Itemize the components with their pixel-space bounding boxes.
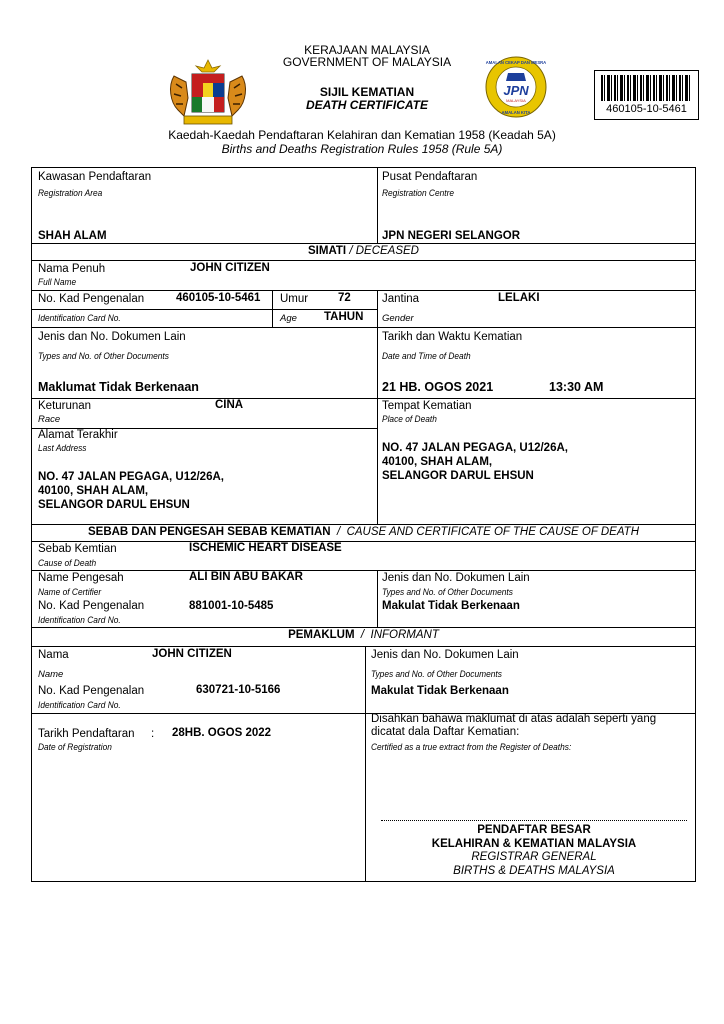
deceased-section-english: DECEASED — [355, 245, 419, 257]
registrar-signature-block — [381, 824, 687, 878]
informant-ic-sublabel: Identification Card No. — [38, 700, 121, 711]
certificate-title-malay: SIJIL KEMATIAN — [319, 85, 415, 99]
registration-date-colon: : — [151, 728, 155, 740]
gender-sublabel: Gender — [382, 313, 414, 324]
age-value: 72 — [338, 292, 351, 304]
registration-date-label: Tarikh Pendaftaran — [38, 728, 135, 740]
place-of-death-line: SELANGOR DARUL EHSUN — [382, 470, 534, 482]
government-malay-label: KERAJAAN MALAYSIA — [304, 43, 430, 57]
age-label: Umur — [280, 293, 309, 305]
informant-section-english: INFORMANT — [370, 629, 439, 641]
jpn-logo — [484, 55, 548, 119]
cause-section-english: CAUSE AND CERTIFICATE OF THE CAUSE OF DEATH — [346, 526, 639, 538]
deceased-section-sep: / — [346, 245, 356, 257]
full-name-value: JOHN CITIZEN — [190, 262, 270, 274]
jpn-logo-subtext: MALAYSIA — [506, 98, 526, 103]
informant-name-sublabel: Name — [38, 669, 64, 680]
jpn-ring-text: AMALAN CEKAP DAN MESRA — [485, 60, 547, 65]
cause-other-documents-value: Makulat Tidak Berkenaan — [382, 600, 520, 612]
barcode-bars — [601, 75, 691, 101]
signature-line — [381, 820, 687, 821]
death-datetime-label: Tarikh dan Waktu Kematian — [382, 331, 523, 343]
death-date-value: 21 HB. OGOS 2021 — [382, 380, 494, 394]
last-address-line: 40100, SHAH ALAM, — [38, 485, 149, 497]
informant-other-documents-value: Makulat Tidak Berkenaan — [371, 685, 509, 697]
race-label: Keturunan — [38, 400, 92, 412]
registration-area-sublabel: Registration Area — [38, 188, 103, 199]
registrar-title-english-2: BIRTHS & DEATHS MALAYSIA — [453, 864, 615, 877]
certification-line-2: dicatat dala Daftar Kematian: — [371, 726, 520, 738]
place-of-death-line: 40100, SHAH ALAM, — [382, 456, 493, 468]
registrar-title-malay-2: KELAHIRAN & KEMATIAN MALAYSIA — [431, 837, 637, 850]
place-of-death-value — [382, 441, 568, 483]
rules-malay: Kaedah-Kaedah Pendaftaran Kelahiran dan Kematian 1958 (Keadah 5A) — [168, 128, 556, 142]
registrar-title-malay-1: PENDAFTAR BESAR — [477, 824, 591, 836]
gender-value: LELAKI — [498, 292, 540, 304]
place-of-death-label: Tempat Kematian — [382, 400, 472, 412]
informant-ic-label: No. Kad Pengenalan — [38, 685, 145, 697]
coat-of-arms-logo — [166, 58, 250, 128]
full-name-label: Nama Penuh — [38, 263, 106, 275]
deceased-section-header — [31, 245, 696, 257]
ic-sublabel: Identification Card No. — [38, 313, 121, 324]
informant-name-value: JOHN CITIZEN — [152, 648, 232, 660]
informant-other-documents-label: Jenis dan No. Dokumen Lain — [371, 649, 519, 661]
cause-section-sep: / — [330, 526, 347, 538]
certification-english: Certified as a true extract from the Register of Deaths: — [371, 742, 572, 753]
cause-value: ISCHEMIC HEART DISEASE — [189, 542, 342, 554]
informant-section-header — [31, 629, 696, 641]
informant-section-malay: PEMAKLUM — [288, 629, 355, 641]
death-time-value: 13:30 AM — [549, 380, 604, 394]
registration-centre-label: Pusat Pendaftaran — [382, 171, 478, 183]
race-sublabel: Race — [38, 414, 61, 425]
informant-name-label: Nama — [38, 649, 69, 661]
registration-area-value: SHAH ALAM — [38, 230, 107, 242]
registration-centre-sublabel: Registration Centre — [382, 188, 455, 199]
death-datetime-sublabel: Date and Time of Death — [382, 351, 471, 362]
cause-section-malay: SEBAB DAN PENGESAH SEBAB KEMATIAN — [87, 526, 331, 538]
certifier-ic-label: No. Kad Pengenalan — [38, 600, 145, 612]
other-documents-sublabel: Types and No. of Other Documents — [38, 351, 169, 362]
cause-other-documents-sublabel: Types and No. of Other Documents — [382, 587, 513, 598]
certifier-ic-sublabel: Identification Card No. — [38, 615, 121, 626]
race-value: CINA — [215, 399, 244, 411]
jpn-bottom-text: AMALAN KITA — [501, 110, 531, 115]
last-address-line: NO. 47 JALAN PEGAGA, U12/26A, — [38, 471, 224, 483]
cause-label: Sebab Kemtian — [38, 543, 117, 555]
certifier-name-value: ALI BIN ABU BAKAR — [189, 571, 303, 583]
place-of-death-line: NO. 47 JALAN PEGAGA, U12/26A, — [382, 442, 568, 454]
place-of-death-sublabel: Place of Death — [382, 414, 437, 425]
registrar-title-english-1: REGISTRAR GENERAL — [471, 851, 597, 863]
age-sublabel: Age — [280, 313, 297, 324]
certifier-ic-value: 881001-10-5485 — [189, 600, 274, 612]
certification-statement — [371, 713, 656, 739]
last-address-label: Alamat Terakhir — [38, 429, 118, 441]
last-address-sublabel: Last Address — [38, 443, 87, 454]
other-documents-value: Maklumat Tidak Berkenaan — [38, 380, 199, 394]
certifier-name-label: Name Pengesah — [38, 572, 124, 584]
ic-value: 460105-10-5461 — [176, 292, 261, 304]
registration-centre-value: JPN NEGERI SELANGOR — [382, 230, 521, 242]
barcode — [594, 70, 699, 120]
certificate-title-english: DEATH CERTIFICATE — [306, 98, 428, 112]
cause-sublabel: Cause of Death — [38, 558, 97, 569]
cause-other-documents-label: Jenis dan No. Dokumen Lain — [382, 572, 530, 584]
ic-label: No. Kad Pengenalan — [38, 293, 145, 305]
informant-section-sep: / — [354, 629, 371, 641]
gender-label: Jantina — [382, 293, 420, 305]
deceased-section-malay: SIMATI — [308, 245, 347, 257]
certifier-name-sublabel: Name of Certifier — [38, 587, 102, 598]
government-english-label: GOVERNMENT OF MALAYSIA — [282, 55, 452, 69]
other-documents-label: Jenis dan No. Dokumen Lain — [38, 331, 186, 343]
last-address-value — [38, 470, 224, 512]
cause-section-header — [31, 526, 696, 538]
jpn-logo-text: JPN — [503, 83, 529, 98]
barcode-number: 460105-10-5461 — [606, 103, 687, 115]
age-unit: TAHUN — [324, 311, 364, 323]
full-name-sublabel: Full Name — [38, 277, 77, 288]
registration-date-sublabel: Date of Registration — [38, 742, 112, 753]
certification-line-1: Disahkan bahawa maklumat di atas adalah seperti yang — [371, 713, 657, 725]
last-address-line: SELANGOR DARUL EHSUN — [38, 499, 190, 511]
registration-date-value: 28HB. OGOS 2022 — [172, 727, 272, 739]
rules-english: Births and Deaths Registration Rules 1958 (Rule 5A) — [221, 142, 503, 156]
informant-other-documents-sublabel: Types and No. of Other Documents — [371, 669, 502, 680]
registration-area-label: Kawasan Pendaftaran — [38, 171, 152, 183]
informant-ic-value: 630721-10-5166 — [196, 684, 281, 696]
